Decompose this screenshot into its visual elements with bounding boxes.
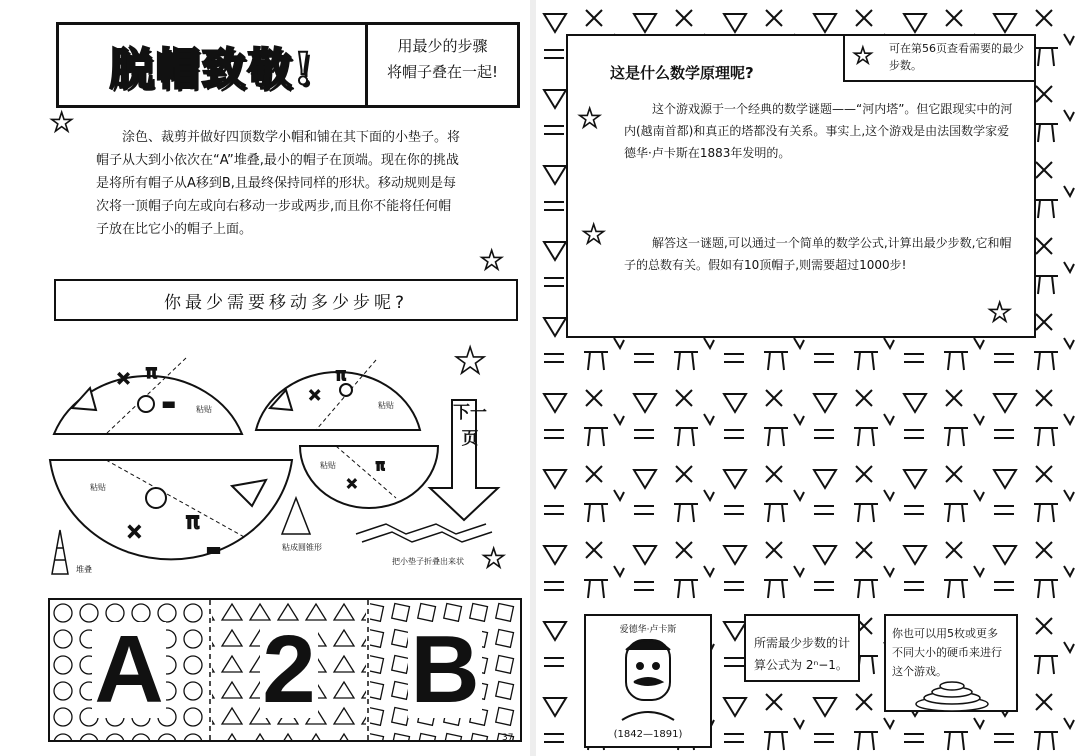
glue-label: 粘贴 [90, 483, 106, 492]
mat-b: B [410, 616, 480, 723]
svg-text:π: π [186, 509, 200, 534]
formula-note: 所需最少步数的计算公式为 2ⁿ−1。 [754, 636, 851, 672]
star-icon: ★ [578, 104, 602, 134]
lucas-portrait-illustration [586, 616, 710, 746]
hat-template-xlarge [50, 460, 292, 561]
glue-label: 粘贴 [378, 401, 394, 410]
answer-note-box [843, 34, 1036, 82]
stack-label: 堆叠 [76, 565, 92, 574]
star-icon: ★ [582, 220, 606, 250]
history-paragraph: 这个游戏源于一个经典的数学谜题——“河内塔”。但它跟现实中的河内(越南首都)和真正的塔都没有关系。事实上,这个游戏是由法国数学家爱德华·卢卡斯在1883年发明的。 [624, 102, 1013, 160]
glue-label: 粘贴 [320, 461, 336, 470]
mat-fold-label: 把小垫子折叠出来状 [392, 557, 464, 566]
info-heading: 这是什么数学原理呢? [610, 64, 754, 82]
svg-text:π: π [146, 362, 157, 383]
star-icon: ★ [988, 298, 1012, 328]
svg-text:π: π [376, 458, 385, 474]
svg-text:×: × [126, 519, 143, 543]
title-box [56, 22, 520, 108]
coin-box [884, 614, 1018, 712]
formula-box [744, 614, 860, 682]
coin-stack-illustration [886, 676, 1016, 716]
hat-template-small [300, 446, 438, 508]
cone-label: 粘成圆锥形 [282, 543, 322, 552]
answer-note: 可在第56页查看需要的最少步数。 [889, 42, 1024, 72]
folded-mat-illustration [356, 524, 492, 542]
star-icon: ★ [480, 246, 504, 276]
next-page-label[interactable]: 下一页 [453, 403, 487, 449]
portrait-dates: (1842—1891) [613, 729, 683, 740]
title-subtitle: 用最少的步骤 将帽子叠在一起! [386, 37, 498, 81]
svg-text:=: = [162, 395, 176, 414]
intro-paragraph: 涂色、裁剪并做好四顶数学小帽和铺在其下面的小垫子。将帽子从大到小依次在“A”堆叠,最小的帽子在顶端。现在你的挑战是将所有帽子从A移到B,且最终保持同样的形状。移动规则是每次将一顶帽子向左或向右移动一步或两步,而且你不能将任何帽子放在比它小的帽子上面。 [96, 130, 461, 237]
star-icon: ★ [853, 44, 873, 69]
star-icon: ★ [482, 544, 506, 574]
star-icon: ★ [454, 341, 487, 382]
stacked-hats-illustration [52, 530, 68, 574]
portrait-name: 爱德华·卢卡斯 [619, 625, 677, 635]
hat-cutouts-illustration [46, 338, 516, 588]
mat-2: 2 [262, 616, 316, 723]
coin-note: 你也可以用5枚或更多不同大小的硬币来进行这个游戏。 [892, 627, 1002, 678]
svg-text:×: × [346, 476, 358, 492]
hat-template-medium [256, 360, 420, 430]
page-number: 37 [502, 733, 514, 743]
question-banner: 你最少需要移动多少步呢? [54, 279, 518, 321]
svg-text:=: = [206, 540, 222, 561]
page-title: 脱帽致敬! [59, 25, 368, 105]
right-page [536, 0, 1080, 756]
svg-text:×: × [308, 385, 322, 404]
svg-text:×: × [116, 368, 132, 389]
hat-mat-strip [48, 598, 522, 742]
portrait-box [584, 614, 712, 748]
formula-paragraph: 解答这一谜题,可以通过一个简单的数学公式,计算出最少步数,它和帽子的总数有关。假如有10顶帽子,则需要超过1000步! [624, 236, 1012, 272]
hat-template-large [54, 358, 242, 434]
cone-illustration [282, 498, 310, 534]
star-icon: ★ [50, 108, 74, 138]
glue-label: 粘贴 [196, 405, 212, 414]
mat-a: A [94, 616, 164, 723]
left-page [0, 0, 530, 756]
svg-text:π: π [336, 365, 346, 384]
